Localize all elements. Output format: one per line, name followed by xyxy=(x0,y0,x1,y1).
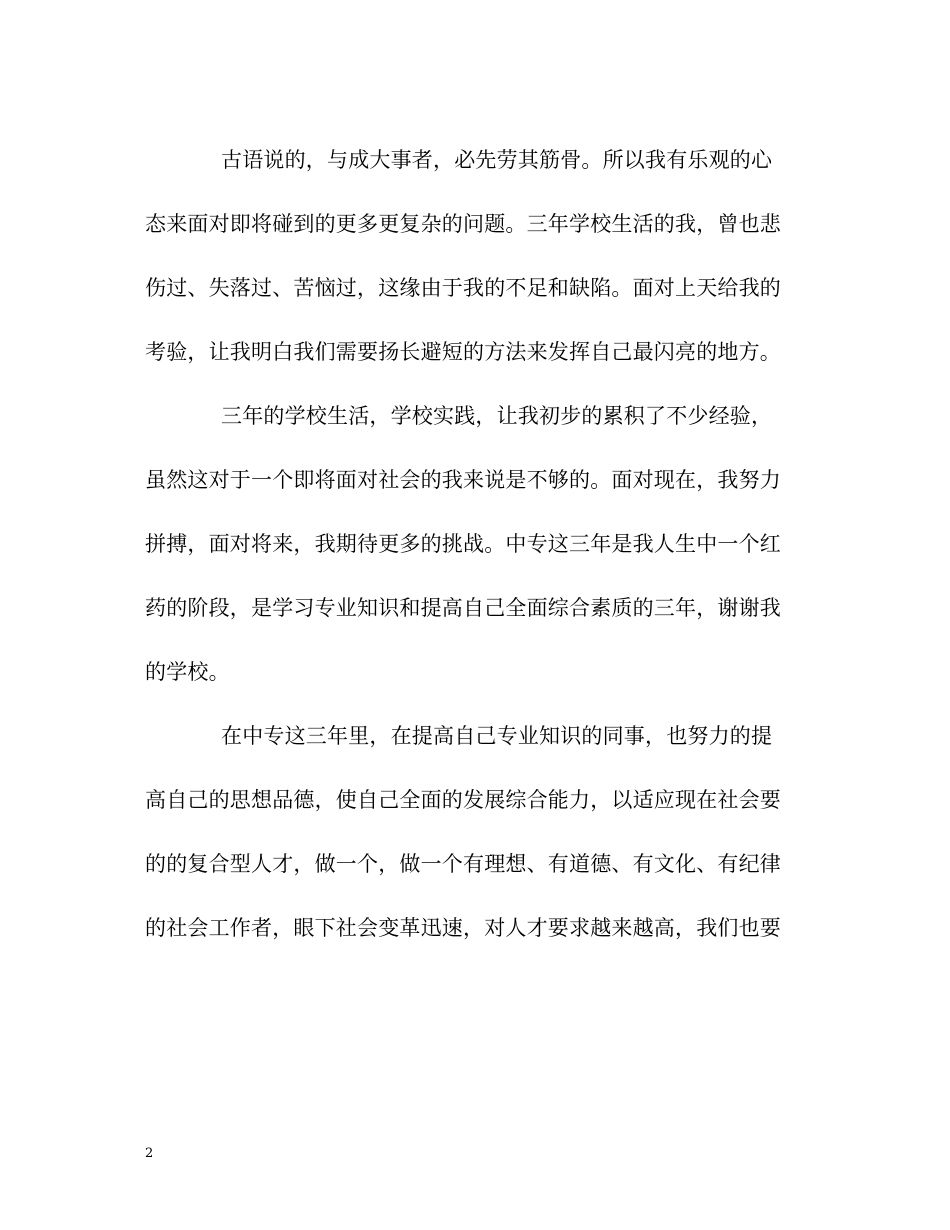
paragraph-1-line-1: 古语说的，与成大事者，必先劳其筋骨。所以我有乐观的心 xyxy=(221,148,773,172)
page-number: 2 xyxy=(145,1146,154,1161)
paragraph-1-line-4: 考验，让我明白我们需要扬长避短的方法来发挥自己最闪亮的地方。 xyxy=(145,340,781,364)
paragraph-2-line-5: 的学校。 xyxy=(145,660,230,684)
paragraph-3-line-1: 在中专这三年里，在提高自己专业知识的同事，也努力的提 xyxy=(221,724,773,748)
paragraph-2-line-2: 虽然这对于一个即将面对社会的我来说是不够的。面对现在，我努力 xyxy=(145,468,781,492)
paragraph-2-line-3: 拼搏，面对将来，我期待更多的挑战。中专这三年是我人生中一个红 xyxy=(145,532,781,556)
paragraph-1-line-3: 伤过、失落过、苦恼过，这缘由于我的不足和缺陷。面对上天给我的 xyxy=(145,276,781,300)
paragraph-3-line-3: 的的复合型人才，做一个，做一个有理想、有道德、有文化、有纪律 xyxy=(145,852,781,876)
paragraph-3-line-2: 高自己的思想品德，使自己全面的发展综合能力，以适应现在社会要 xyxy=(145,788,781,812)
body-text xyxy=(145,138,805,970)
paragraph-2-line-1: 三年的学校生活，学校实践，让我初步的累积了不少经验， xyxy=(221,404,773,428)
paragraph-2-line-4: 药的阶段，是学习专业知识和提高自己全面综合素质的三年，谢谢我 xyxy=(145,596,781,620)
paragraph-3-line-4: 的社会工作者，眼下社会变革迅速，对人才要求越来越高，我们也要 xyxy=(145,916,781,940)
paragraph-1-line-2: 态来面对即将碰到的更多更复杂的问题。三年学校生活的我，曾也悲 xyxy=(145,212,781,236)
